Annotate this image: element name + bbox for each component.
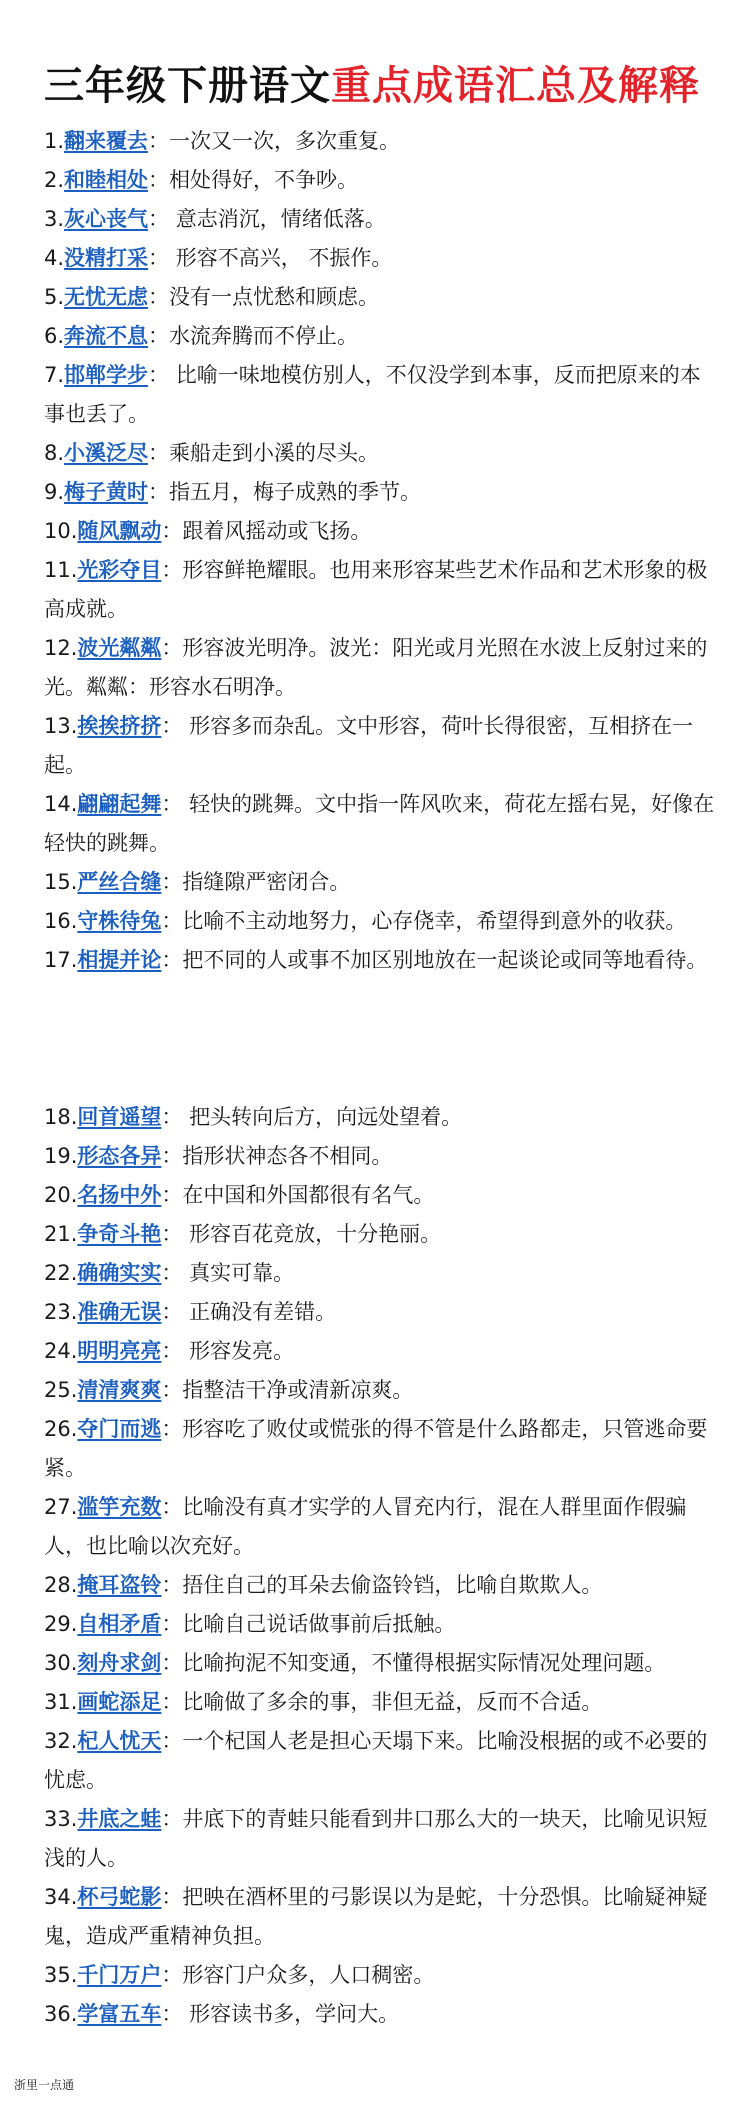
entry-number: 6. bbox=[44, 324, 65, 348]
idiom-term: 千门万户 bbox=[77, 1963, 162, 1987]
idiom-term: 挨挨挤挤 bbox=[77, 714, 162, 738]
idiom-entry bbox=[44, 317, 720, 356]
idiom-definition: 指整洁干净或清新凉爽。 bbox=[182, 1378, 414, 1402]
entry-separator: ： bbox=[161, 1612, 183, 1636]
idiom-entry bbox=[44, 1215, 720, 1254]
entry-number: 14. bbox=[44, 792, 78, 816]
idiom-term: 掩耳盗铃 bbox=[77, 1573, 162, 1597]
idiom-entry bbox=[44, 122, 720, 161]
entry-separator: ： bbox=[148, 168, 170, 192]
idiom-term: 波光粼粼 bbox=[77, 636, 162, 660]
idiom-definition: 形容鲜艳耀眼。也用来形容某些艺术作品和艺术形象的极高成就。 bbox=[44, 558, 708, 621]
entry-number: 18. bbox=[44, 1105, 78, 1129]
entry-number: 7. bbox=[44, 363, 65, 387]
entry-separator: ： bbox=[148, 480, 170, 504]
idiom-definition: 形容读书多，学问大。 bbox=[182, 2002, 400, 2026]
idiom-entry bbox=[44, 629, 720, 707]
page-title bbox=[0, 56, 744, 116]
idiom-term: 画蛇添足 bbox=[77, 1690, 162, 1714]
idiom-term: 守株待兔 bbox=[77, 909, 162, 933]
entry-number: 8. bbox=[44, 441, 65, 465]
idiom-definition: 井底下的青蛙只能看到井口那么大的一块天，比喻见识短浅的人。 bbox=[44, 1807, 708, 1870]
idiom-term: 确确实实 bbox=[77, 1261, 162, 1285]
idiom-entry bbox=[44, 1605, 720, 1644]
entry-separator: ： bbox=[161, 1417, 183, 1441]
idiom-definition: 意志消沉，情绪低落。 bbox=[169, 207, 386, 231]
idiom-entry bbox=[44, 863, 720, 902]
idiom-term: 光彩夺目 bbox=[77, 558, 162, 582]
idiom-definition: 形容不高兴， 不振作。 bbox=[169, 246, 393, 270]
entry-number: 4. bbox=[44, 246, 65, 270]
entry-separator: ： bbox=[161, 1261, 183, 1285]
entry-separator: ： bbox=[161, 1144, 183, 1168]
idiom-entry bbox=[44, 1176, 720, 1215]
idiom-term: 回首遥望 bbox=[77, 1105, 162, 1129]
idiom-definition: 一次又一次，多次重复。 bbox=[169, 129, 401, 153]
entry-separator: ： bbox=[161, 2002, 183, 2026]
idiom-entry bbox=[44, 1332, 720, 1371]
idiom-entry bbox=[44, 1995, 720, 2034]
entry-number: 36. bbox=[44, 2002, 78, 2026]
entry-number: 9. bbox=[44, 480, 65, 504]
idiom-term: 夺门而逃 bbox=[77, 1417, 162, 1441]
entry-number: 10. bbox=[44, 519, 78, 543]
entry-number: 2. bbox=[44, 168, 65, 192]
idiom-definition: 水流奔腾而不停止。 bbox=[169, 324, 359, 348]
idiom-term: 严丝合缝 bbox=[77, 870, 162, 894]
idiom-entry bbox=[44, 356, 720, 434]
entry-separator: ： bbox=[161, 1651, 183, 1675]
idiom-entry bbox=[44, 551, 720, 629]
idiom-definition: 把头转向后方，向远处望着。 bbox=[182, 1105, 463, 1129]
idiom-entry bbox=[44, 434, 720, 473]
idiom-term: 争奇斗艳 bbox=[77, 1222, 162, 1246]
idiom-entry bbox=[44, 278, 720, 317]
idiom-entry bbox=[44, 239, 720, 278]
idiom-definition: 轻快的跳舞。文中指一阵风吹来，荷花左摇右晃，好像在轻快的跳舞。 bbox=[44, 792, 715, 855]
idiom-entry bbox=[44, 200, 720, 239]
idiom-entry bbox=[44, 1098, 720, 1137]
entry-number: 31. bbox=[44, 1690, 78, 1714]
entry-separator: ： bbox=[161, 792, 183, 816]
entry-number: 30. bbox=[44, 1651, 78, 1675]
entry-number: 27. bbox=[44, 1495, 78, 1519]
idiom-entry bbox=[44, 707, 720, 785]
entry-separator: ： bbox=[148, 129, 170, 153]
entry-number: 12. bbox=[44, 636, 78, 660]
idiom-entry bbox=[44, 1254, 720, 1293]
entry-separator: ： bbox=[161, 1963, 183, 1987]
entry-number: 28. bbox=[44, 1573, 78, 1597]
idiom-definition: 正确没有差错。 bbox=[182, 1300, 337, 1324]
entry-separator: ： bbox=[148, 246, 170, 270]
entry-number: 15. bbox=[44, 870, 78, 894]
idiom-term: 和睦相处 bbox=[64, 168, 149, 192]
idiom-definition: 比喻拘泥不知变通，不懂得根据实际情况处理问题。 bbox=[182, 1651, 666, 1675]
idiom-entry bbox=[44, 941, 720, 980]
idiom-definition: 没有一点忧愁和顾虑。 bbox=[169, 285, 380, 309]
entry-number: 5. bbox=[44, 285, 65, 309]
idiom-entry bbox=[44, 1371, 720, 1410]
entry-separator: ： bbox=[161, 1495, 183, 1519]
entry-number: 21. bbox=[44, 1222, 78, 1246]
entry-separator: ： bbox=[161, 1729, 183, 1753]
idiom-definition: 指缝隙严密闭合。 bbox=[182, 870, 351, 894]
idiom-definition: 比喻一味地模仿别人，不仅没学到本事，反而把原来的本事也丢了。 bbox=[44, 363, 701, 426]
entry-number: 29. bbox=[44, 1612, 78, 1636]
idiom-term: 自相矛盾 bbox=[77, 1612, 162, 1636]
idiom-term: 邯郸学步 bbox=[64, 363, 149, 387]
idiom-entry bbox=[44, 1800, 720, 1878]
idiom-definition: 形容吃了败仗或慌张的得不管是什么路都走，只管逃命要紧。 bbox=[44, 1417, 708, 1480]
entry-number: 3. bbox=[44, 207, 65, 231]
entry-number: 33. bbox=[44, 1807, 78, 1831]
idiom-definition: 把不同的人或事不加区别地放在一起谈论或同等地看待。 bbox=[182, 948, 708, 972]
idiom-term: 翩翩起舞 bbox=[77, 792, 162, 816]
idiom-definition: 捂住自己的耳朵去偷盗铃铛，比喻自欺欺人。 bbox=[182, 1573, 603, 1597]
idiom-definition: 形容波光明净。波光：阳光或月光照在水波上反射过来的光。粼粼：形容水石明净。 bbox=[44, 636, 708, 699]
entry-number: 17. bbox=[44, 948, 78, 972]
idiom-entry bbox=[44, 1137, 720, 1176]
idiom-definition: 一个杞国人老是担心天塌下来。比喻没根据的或不必要的忧虑。 bbox=[44, 1729, 708, 1792]
idiom-list-part-2 bbox=[44, 1098, 720, 2034]
entry-number: 35. bbox=[44, 1963, 78, 1987]
idiom-definition: 把映在酒杯里的弓影误以为是蛇，十分恐惧。比喻疑神疑鬼，造成严重精神负担。 bbox=[44, 1885, 708, 1948]
idiom-definition: 乘船走到小溪的尽头。 bbox=[169, 441, 380, 465]
idiom-definition: 在中国和外国都很有名气。 bbox=[182, 1183, 435, 1207]
entry-separator: ： bbox=[148, 207, 170, 231]
idiom-entry bbox=[44, 1566, 720, 1605]
idiom-definition: 指形状神态各不相同。 bbox=[182, 1144, 393, 1168]
idiom-term: 滥竽充数 bbox=[77, 1495, 162, 1519]
entry-separator: ： bbox=[161, 1183, 183, 1207]
idiom-entry bbox=[44, 1683, 720, 1722]
idiom-term: 学富五车 bbox=[77, 2002, 162, 2026]
idiom-term: 梅子黄时 bbox=[64, 480, 149, 504]
idiom-definition: 跟着风摇动或飞扬。 bbox=[182, 519, 372, 543]
idiom-entry bbox=[44, 512, 720, 551]
entry-separator: ： bbox=[161, 948, 183, 972]
entry-number: 22. bbox=[44, 1261, 78, 1285]
idiom-term: 翻来覆去 bbox=[64, 129, 149, 153]
entry-number: 1. bbox=[44, 129, 65, 153]
idiom-entry bbox=[44, 1293, 720, 1332]
title-red-part: 重点成语汇总及解释 bbox=[331, 63, 700, 109]
idiom-term: 无忧无虑 bbox=[64, 285, 149, 309]
entry-number: 24. bbox=[44, 1339, 78, 1363]
idiom-term: 没精打采 bbox=[64, 246, 149, 270]
entry-number: 26. bbox=[44, 1417, 78, 1441]
idiom-definition: 真实可靠。 bbox=[182, 1261, 295, 1285]
idiom-definition: 形容门户众多，人口稠密。 bbox=[182, 1963, 435, 1987]
entry-separator: ： bbox=[161, 909, 183, 933]
idiom-entry bbox=[44, 473, 720, 512]
idiom-term: 随风飘动 bbox=[77, 519, 162, 543]
idiom-definition: 比喻不主动地努力，心存侥幸，希望得到意外的收获。 bbox=[182, 909, 687, 933]
entry-number: 20. bbox=[44, 1183, 78, 1207]
idiom-term: 形态各异 bbox=[77, 1144, 162, 1168]
entry-number: 23. bbox=[44, 1300, 78, 1324]
idiom-term: 小溪泛尽 bbox=[64, 441, 149, 465]
entry-separator: ： bbox=[148, 324, 170, 348]
idiom-definition: 相处得好，不争吵。 bbox=[169, 168, 359, 192]
idiom-term: 奔流不息 bbox=[64, 324, 149, 348]
idiom-term: 明明亮亮 bbox=[77, 1339, 162, 1363]
idiom-entry bbox=[44, 1956, 720, 1995]
entry-number: 25. bbox=[44, 1378, 78, 1402]
entry-number: 11. bbox=[44, 558, 78, 582]
entry-separator: ： bbox=[161, 870, 183, 894]
idiom-term: 刻舟求剑 bbox=[77, 1651, 162, 1675]
entry-separator: ： bbox=[161, 636, 183, 660]
entry-separator: ： bbox=[161, 1300, 183, 1324]
entry-separator: ： bbox=[148, 363, 170, 387]
idiom-entry bbox=[44, 1410, 720, 1488]
entry-separator: ： bbox=[161, 1339, 183, 1363]
idiom-term: 井底之蛙 bbox=[77, 1807, 162, 1831]
entry-separator: ： bbox=[161, 1222, 183, 1246]
entry-number: 32. bbox=[44, 1729, 78, 1753]
entry-separator: ： bbox=[148, 285, 170, 309]
idiom-entry bbox=[44, 1722, 720, 1800]
idiom-entry bbox=[44, 902, 720, 941]
entry-separator: ： bbox=[161, 714, 183, 738]
idiom-definition: 比喻自己说话做事前后抵触。 bbox=[182, 1612, 456, 1636]
entry-number: 13. bbox=[44, 714, 78, 738]
entry-separator: ： bbox=[161, 1690, 183, 1714]
idiom-term: 名扬中外 bbox=[77, 1183, 162, 1207]
idiom-definition: 指五月，梅子成熟的季节。 bbox=[169, 480, 422, 504]
idiom-entry bbox=[44, 161, 720, 200]
idiom-term: 准确无误 bbox=[77, 1300, 162, 1324]
idiom-term: 杯弓蛇影 bbox=[77, 1885, 162, 1909]
entry-separator: ： bbox=[161, 558, 183, 582]
idiom-list-part-1 bbox=[44, 122, 720, 980]
entry-separator: ： bbox=[161, 1573, 183, 1597]
entry-separator: ： bbox=[161, 1885, 183, 1909]
entry-separator: ： bbox=[161, 1807, 183, 1831]
entry-number: 34. bbox=[44, 1885, 78, 1909]
footer-watermark: 浙里一点通 bbox=[14, 2078, 75, 2092]
idiom-definition: 比喻没有真才实学的人冒充内行，混在人群里面作假骗人，也比喻以次充好。 bbox=[44, 1495, 687, 1558]
idiom-term: 杞人忧天 bbox=[77, 1729, 162, 1753]
entry-number: 19. bbox=[44, 1144, 78, 1168]
entry-number: 16. bbox=[44, 909, 78, 933]
idiom-definition: 形容多而杂乱。文中形容，荷叶长得很密，互相挤在一起。 bbox=[44, 714, 694, 777]
idiom-entry bbox=[44, 785, 720, 863]
idiom-term: 相提并论 bbox=[77, 948, 162, 972]
entry-separator: ： bbox=[148, 441, 170, 465]
idiom-entry bbox=[44, 1488, 720, 1566]
entry-separator: ： bbox=[161, 519, 183, 543]
entry-separator: ： bbox=[161, 1105, 183, 1129]
title-black-part: 三年级下册语文 bbox=[44, 63, 331, 109]
idiom-definition: 比喻做了多余的事，非但无益，反而不合适。 bbox=[182, 1690, 603, 1714]
idiom-term: 灰心丧气 bbox=[64, 207, 149, 231]
idiom-entry bbox=[44, 1878, 720, 1956]
entry-separator: ： bbox=[161, 1378, 183, 1402]
idiom-definition: 形容百花竞放，十分艳丽。 bbox=[182, 1222, 442, 1246]
idiom-entry bbox=[44, 1644, 720, 1683]
idiom-definition: 形容发亮。 bbox=[182, 1339, 295, 1363]
idiom-term: 清清爽爽 bbox=[77, 1378, 162, 1402]
